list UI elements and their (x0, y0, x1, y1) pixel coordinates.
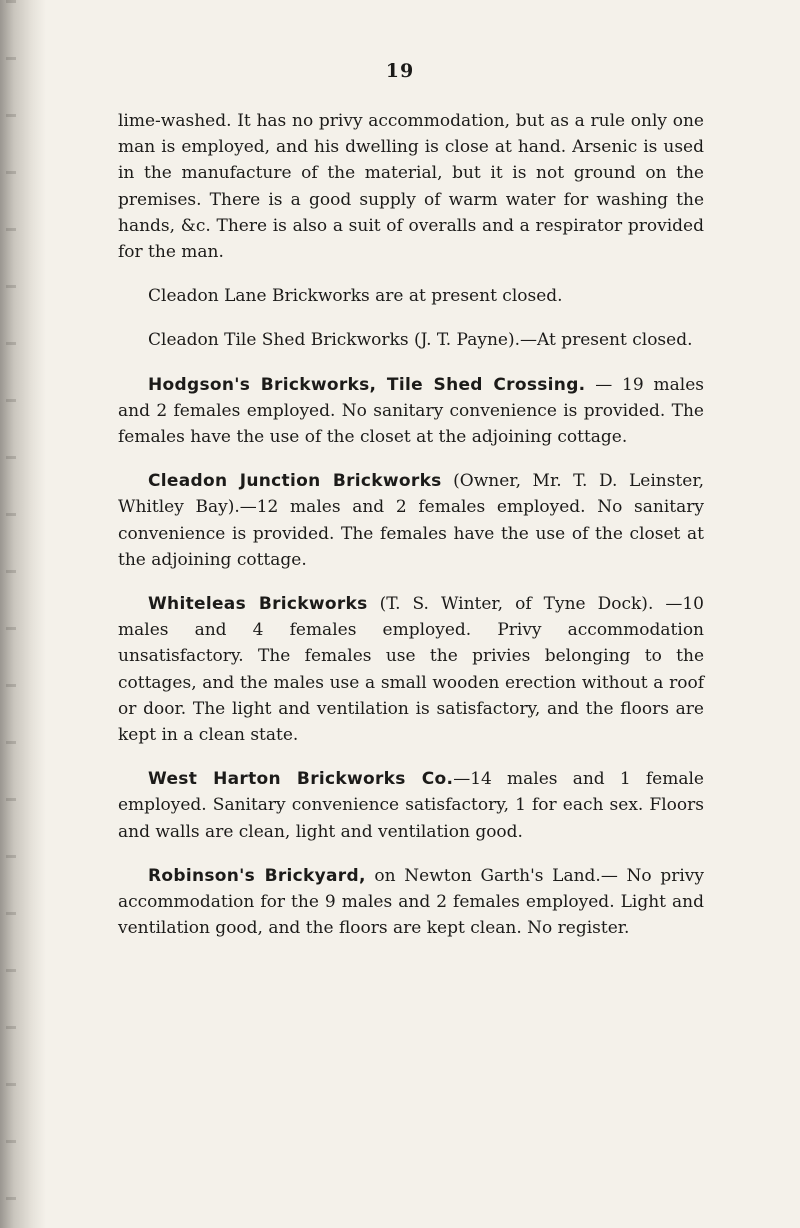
paragraph-whiteleas (118, 591, 704, 748)
paragraph-cleadon-lane (118, 283, 704, 309)
paragraph-heading: Robinson's Brickyard, (148, 865, 366, 886)
paragraph-cleadon-junction (118, 468, 704, 573)
paragraph-text: lime-washed. It has no privy accommodation, but as a rule only one man is employed, and his dwelling is close at hand. Arsenic is used in the manufacture of the material, but it is not ground on the premises. There is a good supply of warm water for washing the hands, &c. There is also a suit of overalls and a respirator provided for the man. (118, 111, 704, 263)
paragraph-robinsons (118, 863, 704, 942)
paragraph-west-harton (118, 766, 704, 845)
paragraph-heading: Cleadon Junction Brickworks (148, 471, 442, 492)
paragraph-text: — 19 males and 2 females employed. No sanitary convenience is provided. The females have the use of the closet at the adjoining cottage. (118, 374, 704, 448)
document-body (118, 108, 704, 959)
paragraph-text: Cleadon Tile Shed Brickworks (J. T. Payne).—At present closed. (148, 330, 693, 351)
paragraph-cleadon-tile-shed (118, 327, 704, 353)
paragraph-heading: Whiteleas Brickworks (148, 594, 368, 615)
paragraph-text: (Owner, Mr. T. D. Leinster, Whitley Bay).—12 males and 2 females employed. No sanitary convenience is provided. The females have the use of the closet at the adjoining cottage. (118, 471, 704, 570)
paragraph-text: Cleadon Lane Brickworks are at present closed. (148, 286, 563, 307)
page-number: 19 (385, 60, 415, 82)
paragraph-heading: West Harton Brickworks Co. (148, 769, 454, 790)
paragraph-text: on Newton Garth's Land.— No privy accommodation for the 9 males and 2 females employed. Light and ventilation good, and the floors are kept clean. No register. (118, 865, 704, 939)
paragraph-lime-washed (118, 108, 704, 265)
paragraph-text: (T. S. Winter, of Tyne Dock). —10 males and 4 females employed. Privy accommodation unsatisfactory. The females use the privies belonging to the cottages, and the males use a small wooden erection without a roof or door. The light and ventilation is satisfactory, and the floors are kept in a clean state. (118, 594, 704, 746)
paragraph-heading: Hodgson's Brickworks, Tile Shed Crossing. (148, 374, 586, 395)
paragraph-hodgsons (118, 372, 704, 451)
binding-stitch-marks (6, 0, 16, 1228)
paragraph-text: —14 males and 1 female employed. Sanitary convenience satisfactory, 1 for each sex. Floors and walls are clean, light and ventilation good. (118, 769, 704, 842)
